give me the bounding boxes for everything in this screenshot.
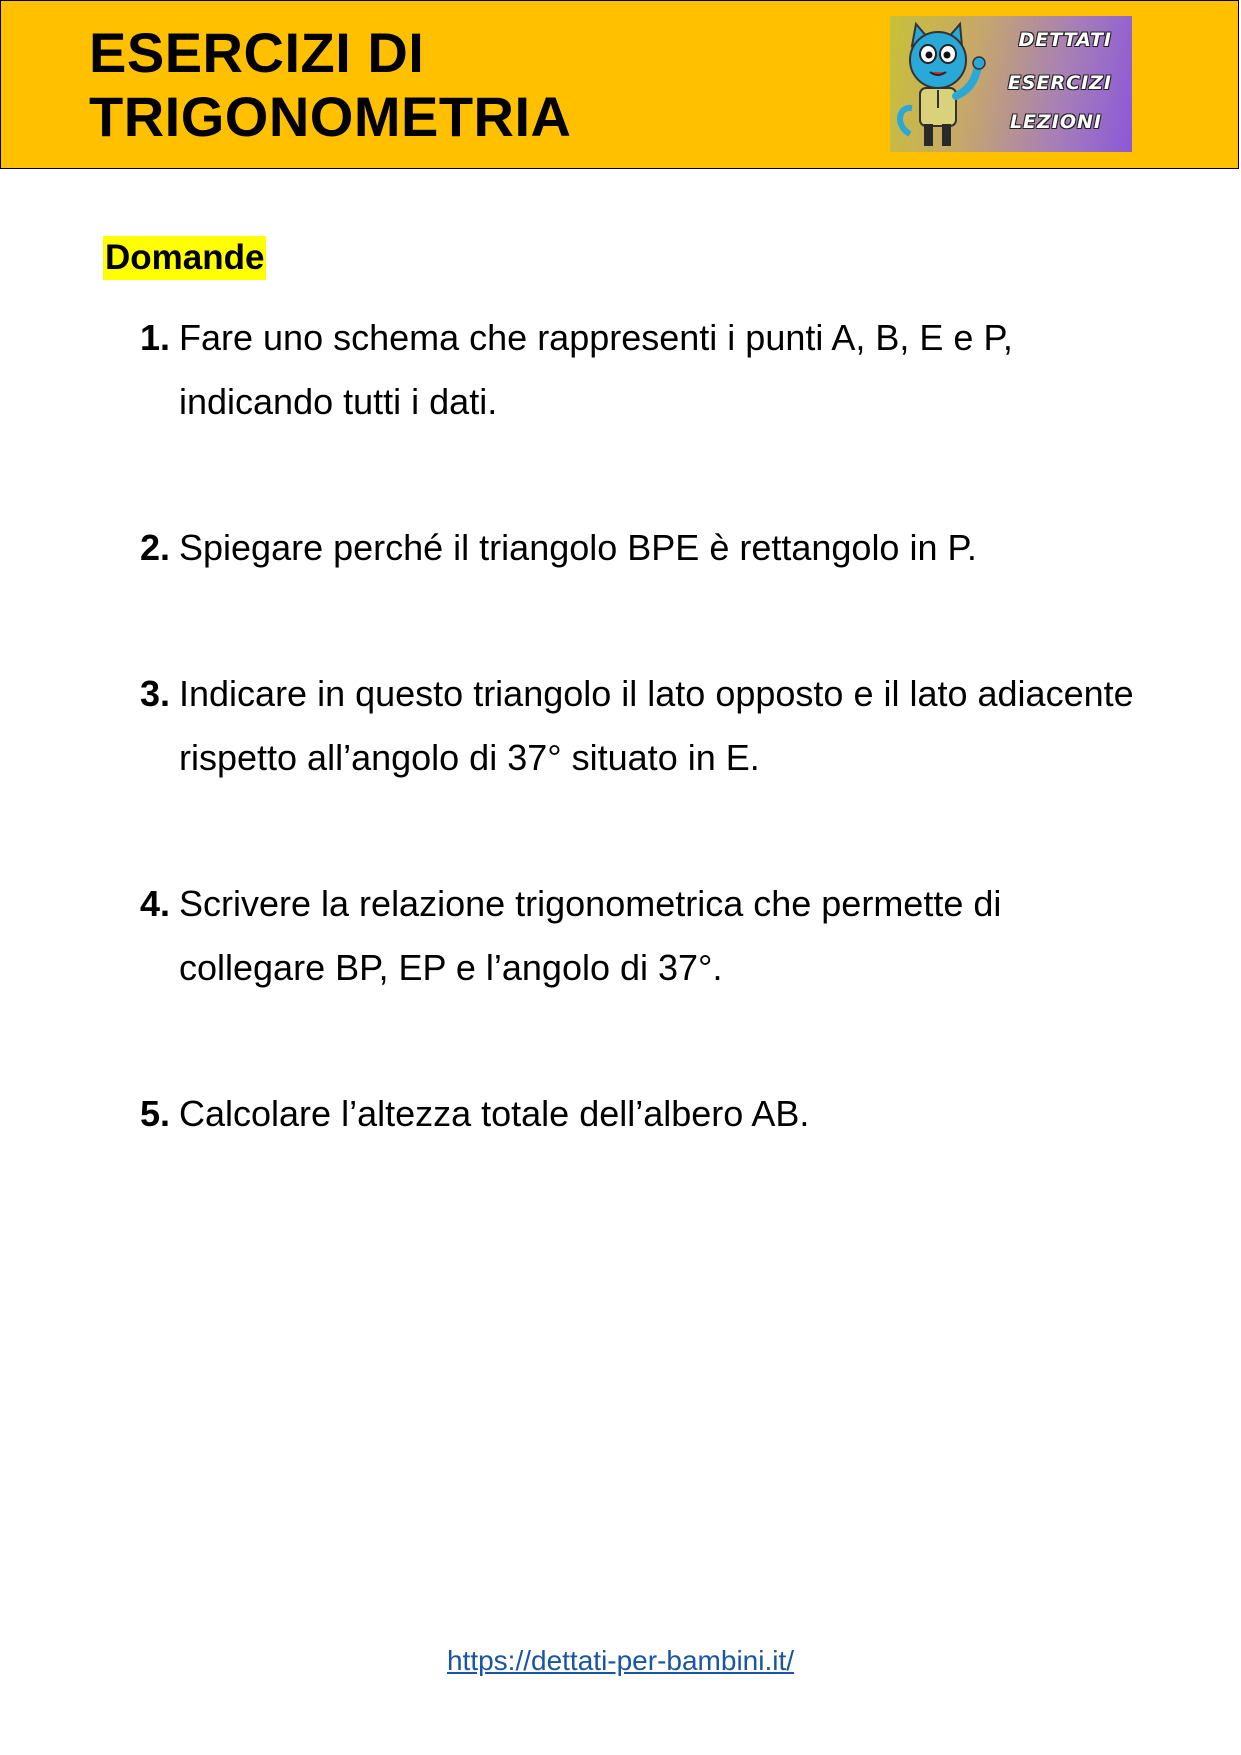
question-number: 2.: [140, 527, 171, 568]
logo-word-dettati: DETTATI: [1018, 29, 1112, 51]
question-text: Indicare in questo triangolo il lato opposto e il lato adiacente rispetto all’angolo di 37° situato in E.: [179, 673, 1134, 778]
question-text: Fare uno schema che rappresenti i punti A, B, E e P, indicando tutti i dati.: [179, 317, 1013, 422]
question-item: [140, 516, 1140, 580]
question-item: [140, 306, 1140, 434]
question-number: 4.: [140, 883, 171, 924]
question-text: Spiegare perché il triangolo BPE è rettangolo in P.: [179, 527, 977, 568]
question-item: [140, 1082, 1140, 1146]
footer-website-link[interactable]: https://dettati-per-bambini.it/: [446, 1645, 795, 1676]
questions-list: [140, 306, 1140, 1228]
question-number: 1.: [140, 317, 171, 358]
section-label-domande: Domande: [103, 236, 266, 280]
question-text: Calcolare l’altezza totale dell’albero AB.: [179, 1093, 810, 1134]
question-text: Scrivere la relazione trigonometrica che permette di collegare BP, EP e l’angolo di 37°.: [179, 883, 1002, 988]
title-line-1: ESERCIZI DI: [89, 21, 425, 84]
question-number: 5.: [140, 1093, 171, 1134]
question-item: [140, 662, 1140, 790]
header-banner: [0, 0, 1239, 169]
page-title: [89, 21, 571, 149]
logo-word-lezioni: LEZIONI: [1009, 111, 1102, 133]
title-line-2: TRIGONOMETRIA: [89, 85, 572, 148]
question-item: [140, 872, 1140, 1000]
cat-mascot-icon: [890, 16, 1000, 152]
logo-word-esercizi: ESERCIZI: [1007, 72, 1112, 94]
site-logo[interactable]: [890, 16, 1132, 152]
question-number: 3.: [140, 673, 171, 714]
